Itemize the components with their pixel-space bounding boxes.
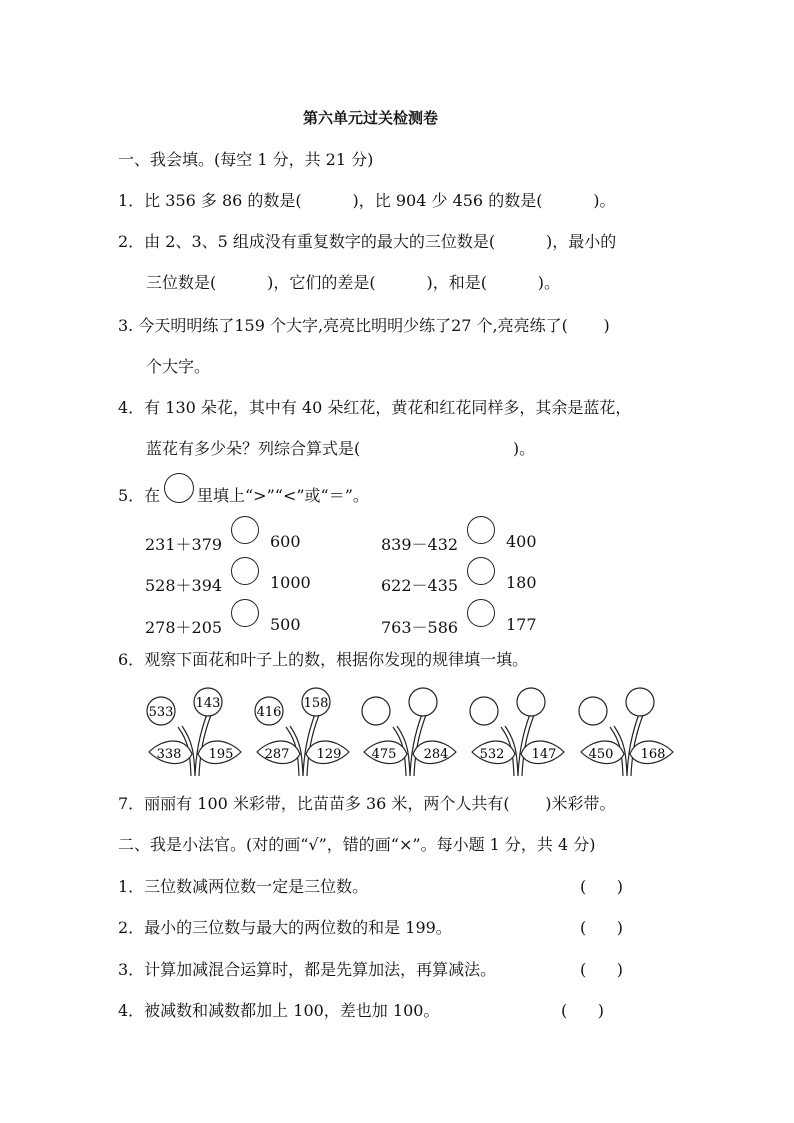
leaf-right-number: 168: [640, 747, 666, 762]
compare-value: 177: [506, 615, 537, 634]
blank-flower-circle[interactable]: [409, 688, 437, 716]
compare-expr: 763－586: [381, 618, 459, 637]
compare-value: 400: [506, 532, 537, 551]
leaf-right-number: 129: [316, 747, 342, 762]
compare-expr: 231＋379: [145, 535, 223, 554]
blank-flower-circle[interactable]: [517, 688, 545, 716]
compare-expr: 622－435: [381, 576, 459, 595]
blank-flower-circle[interactable]: [579, 697, 607, 725]
judge-answer-paren[interactable]: ( ): [580, 960, 623, 979]
judge-answer-paren[interactable]: ( ): [580, 877, 623, 896]
judge-item: 4．被减数和减数都加上 100，差也加 100。: [118, 1001, 440, 1020]
flower-plant-icon: [468, 686, 568, 778]
compare-answer-circle[interactable]: [231, 557, 259, 585]
flower-plant: [360, 686, 460, 778]
compare-value: 500: [270, 615, 301, 634]
leaf-left-number: 450: [588, 747, 614, 762]
leaf-left-number: 532: [479, 747, 505, 762]
flower-plant-icon: [253, 686, 353, 778]
question-2-line2: 三位数是( )，它们的差是( )，和是( )。: [146, 273, 561, 292]
question-3-line2: 个大字。: [146, 357, 211, 376]
flower-left-number: 416: [256, 705, 282, 720]
section1-heading: 一、我会填。(每空 1 分，共 21 分): [118, 150, 374, 169]
question-1: 1．比 356 多 86 的数是( )，比 904 少 456 的数是( )。: [118, 191, 616, 210]
leaf-right-number: 195: [208, 747, 234, 762]
judge-item: 3．计算加减混合运算时，都是先算加法，再算减法。: [118, 960, 497, 979]
compare-value: 180: [506, 573, 537, 592]
compare-answer-circle[interactable]: [467, 516, 495, 544]
compare-answer-circle[interactable]: [467, 599, 495, 627]
flower-plant: [577, 686, 677, 778]
leaf-right-number: 284: [423, 747, 449, 762]
compare-expr: 528＋394: [145, 576, 223, 595]
leaf-left-number: 475: [371, 747, 397, 762]
compare-value: 1000: [270, 573, 311, 592]
question-4-line2: 蓝花有多少朵？列综合算式是( )。: [146, 439, 536, 458]
question-7: 7．丽丽有 100 米彩带，比苗苗多 36 米，两个人共有( )米彩带。: [118, 794, 616, 813]
question-6: 6．观察下面花和叶子上的数，根据你发现的规律填一填。: [118, 650, 529, 669]
blank-flower-circle[interactable]: [626, 688, 654, 716]
flower-plant-icon: [145, 686, 245, 778]
judge-answer-paren[interactable]: ( ): [561, 1001, 604, 1020]
compare-answer-circle[interactable]: [467, 557, 495, 585]
judge-item: 2．最小的三位数与最大的两位数的和是 199。: [118, 918, 452, 937]
flower-plant: [468, 686, 568, 778]
flower-plant-icon: [577, 686, 677, 778]
flower-plant-icon: [360, 686, 460, 778]
judge-answer-paren[interactable]: ( ): [580, 918, 623, 937]
compare-circle-icon: [164, 473, 194, 503]
leaf-right-number: 147: [531, 747, 557, 762]
leaf-left-number: 338: [156, 747, 182, 762]
compare-answer-circle[interactable]: [231, 516, 259, 544]
question-5-prefix: 5．在: [118, 486, 161, 505]
question-4-line1: 4．有 130 朵花，其中有 40 朵红花，黄花和红花同样多，其余是蓝花，: [118, 398, 632, 417]
compare-value: 600: [270, 532, 301, 551]
question-3-line1: 3. 今天明明练了159 个大字,亮亮比明明少练了27 个,亮亮练了( ): [118, 316, 610, 335]
page-title: 第六单元过关检测卷: [303, 109, 439, 127]
question-2-line1: 2．由 2、3、5 组成没有重复数字的最大的三位数是( )，最小的: [118, 232, 617, 251]
compare-answer-circle[interactable]: [231, 599, 259, 627]
blank-flower-circle[interactable]: [470, 697, 498, 725]
flower-plant: [145, 686, 245, 778]
question-5-suffix: 里填上“>”“<”或“＝”。: [197, 486, 369, 505]
flower-left-number: 533: [148, 705, 174, 720]
flower-right-number: 143: [195, 696, 221, 711]
flower-plant: [253, 686, 353, 778]
compare-expr: 839－432: [381, 535, 459, 554]
section2-heading: 二、我是小法官。(对的画“√”，错的画“×”。每小题 1 分，共 4 分): [118, 835, 596, 854]
blank-flower-circle[interactable]: [362, 697, 390, 725]
judge-item: 1．三位数减两位数一定是三位数。: [118, 877, 369, 896]
flower-right-number: 158: [303, 696, 329, 711]
leaf-left-number: 287: [264, 747, 290, 762]
compare-expr: 278＋205: [145, 618, 223, 637]
